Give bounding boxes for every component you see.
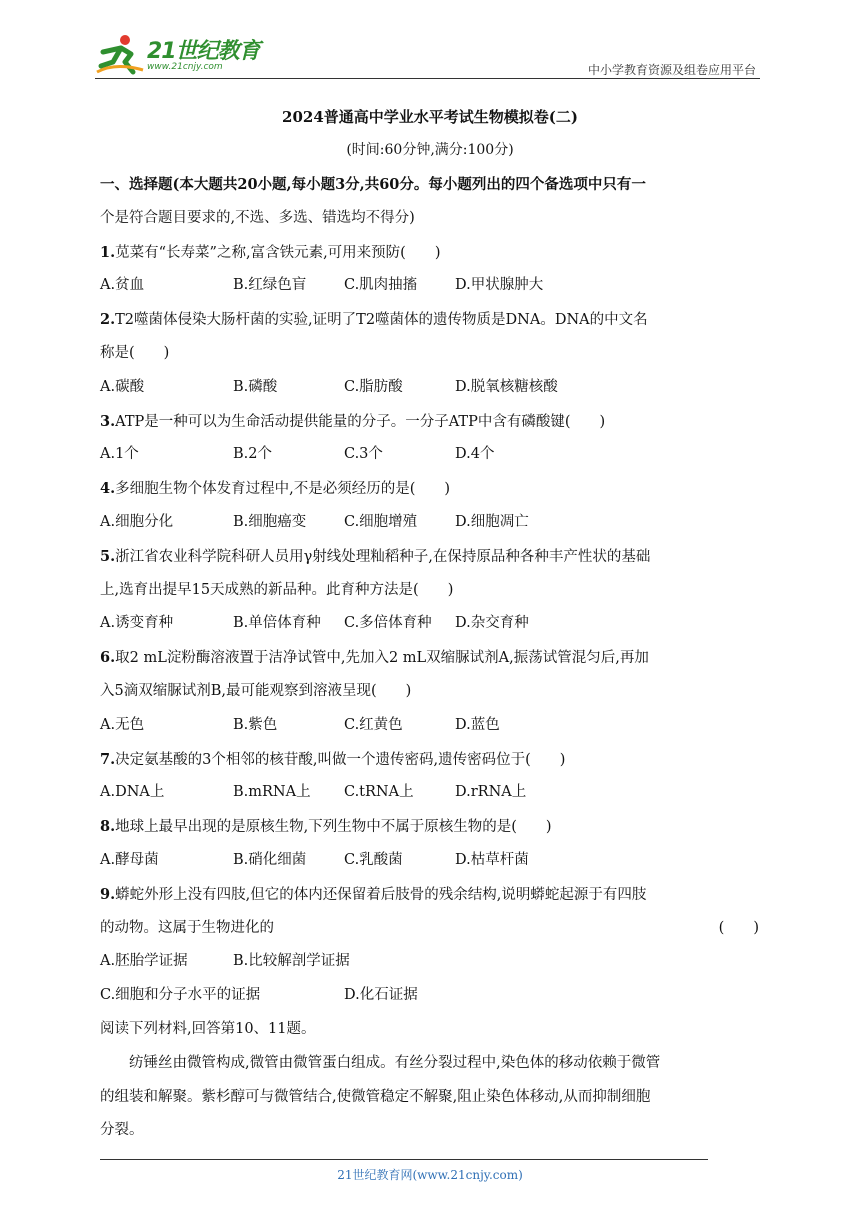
logo (95, 32, 260, 78)
question-number: 5. (100, 547, 116, 565)
question-number: 4. (100, 480, 116, 498)
question-text: 决定氨基酸的3个相邻的核苷酸,叫做一个遗传密码,遗传密码位于( ) (115, 751, 566, 768)
material-text: 分裂。 (100, 1122, 144, 1139)
answer-paren: ( ) (718, 919, 759, 936)
option-c: C.细胞增殖 (344, 513, 418, 530)
reading-intro-text: 阅读下列材料,回答第10、11题。 (100, 1020, 316, 1037)
option-c: C.tRNA上 (344, 784, 414, 801)
question-9-options-row2 (100, 979, 765, 1013)
question-4-options (100, 506, 765, 540)
material-text: 纺锤丝由微管构成,微管由微管蛋白组成。有丝分裂过程中,染色体的移动依赖于微管 (129, 1054, 661, 1071)
exam-content (100, 168, 765, 1148)
page-header (95, 32, 760, 80)
option-b: B.mRNA上 (233, 784, 311, 801)
question-text: 苋菜有“长寿菜”之称,富含铁元素,可用来预防( ) (115, 244, 441, 261)
question-9-options-row1 (100, 945, 765, 979)
question-5-stem (100, 574, 765, 608)
question-6-stem (100, 641, 765, 675)
exam-info: (时间:60分钟,满分:100分) (346, 142, 514, 158)
option-a: A.酵母菌 (100, 851, 159, 868)
question-list (100, 236, 765, 878)
section-heading-line1: 一、选择题(本大题共20小题,每小题3分,共60分。每小题列出的四个备选项中只有一 (100, 176, 646, 193)
question-7-options (100, 776, 765, 810)
question-8-options (100, 844, 765, 878)
question-number: 1. (100, 243, 116, 261)
question-3-options (100, 438, 765, 472)
question-1-options (100, 269, 765, 303)
section-heading (100, 168, 765, 202)
question-text: T2噬菌体侵染大肠杆菌的实验,证明了T2噬菌体的遗传物质是DNA。DNA的中文名 (115, 312, 648, 329)
option-c: C.脂肪酸 (344, 378, 403, 395)
option-d: D.脱氧核糖核酸 (455, 378, 558, 395)
option-d: D.甲状腺肿大 (455, 277, 544, 294)
option-a: A.细胞分化 (100, 513, 174, 530)
question-text: 地球上最早出现的是原核生物,下列生物中不属于原核生物的是( ) (115, 819, 552, 836)
option-c: C.乳酸菌 (344, 851, 403, 868)
question-text: 入5滴双缩脲试剂B,最可能观察到溶液呈现( ) (100, 682, 412, 699)
question-9-stem (100, 878, 765, 912)
option-d: D.rRNA上 (455, 784, 527, 801)
question-9-stem-cont (100, 912, 765, 946)
logo-text: 21世纪教育 (147, 39, 260, 64)
option-c: C.红黄色 (344, 716, 403, 733)
question-1-stem (100, 236, 765, 270)
option-d: D.杂交育种 (455, 615, 529, 632)
page-footer: 21世纪教育网(www.21cnjy.com) (337, 1168, 523, 1182)
option-d: D.化石证据 (344, 987, 418, 1004)
question-text: 称是( ) (100, 344, 170, 361)
option-c: C.多倍体育种 (344, 615, 432, 632)
option-c: C.3个 (344, 446, 383, 463)
footer-divider (100, 1159, 708, 1160)
option-d: D.4个 (455, 446, 495, 463)
option-a: A.胚胎学证据 (100, 953, 188, 970)
question-3-stem (100, 405, 765, 439)
section-heading-line2: 个是符合题目要求的,不选、多选、错选均不得分) (100, 209, 415, 226)
question-text: 的动物。这属于生物进化的 (100, 919, 274, 936)
question-2-stem (100, 303, 765, 337)
option-b: B.磷酸 (233, 378, 278, 395)
question-2-options (100, 371, 765, 405)
option-b: B.比较解剖学证据 (233, 953, 350, 970)
option-b: B.单倍体育种 (233, 615, 321, 632)
option-d: D.细胞凋亡 (455, 513, 529, 530)
question-number: 7. (100, 750, 116, 768)
option-c: C.肌肉抽搐 (344, 277, 418, 294)
question-text: 浙江省农业科学院科研人员用γ射线处理籼稻种子,在保持原品种各种丰产性状的基础 (115, 548, 651, 565)
question-5-options (100, 607, 765, 641)
platform-label: 中小学教育资源及组卷应用平台 (587, 63, 756, 77)
material-line-3 (100, 1114, 765, 1148)
question-number: 2. (100, 311, 116, 329)
question-number: 9. (100, 885, 116, 903)
option-a: A.无色 (100, 716, 145, 733)
question-4-stem (100, 472, 765, 506)
logo-url: www.21cnjy.com (147, 62, 223, 72)
material-text: 的组装和解聚。紫杉醇可与微管结合,使微管稳定不解聚,阻止染色体移动,从而抑制细胞 (100, 1088, 651, 1105)
question-text: 上,选育出提早15天成熟的新品种。此育种方法是( ) (100, 581, 454, 598)
option-b: B.紫色 (233, 716, 278, 733)
question-6-stem (100, 675, 765, 709)
question-text: 蟒蛇外形上没有四肢,但它的体内还保留着后肢骨的残余结构,说明蟒蛇起源于有四肢 (115, 886, 647, 903)
question-6-options (100, 709, 765, 743)
material-line-1 (100, 1047, 765, 1081)
option-b: B.2个 (233, 446, 272, 463)
question-7-stem (100, 743, 765, 777)
option-d: D.枯草杆菌 (455, 851, 529, 868)
option-c: C.细胞和分子水平的证据 (100, 987, 261, 1004)
question-number: 6. (100, 649, 116, 667)
question-5-stem (100, 540, 765, 574)
option-a: A.贫血 (100, 277, 145, 294)
option-b: B.硝化细菌 (233, 851, 307, 868)
option-b: B.红绿色盲 (233, 277, 307, 294)
material-line-2 (100, 1081, 765, 1115)
option-a: A.碳酸 (100, 378, 145, 395)
question-number: 3. (100, 412, 116, 430)
option-a: A.诱变育种 (100, 615, 174, 632)
option-a: A.1个 (100, 446, 139, 463)
page-title: 2024普通高中学业水平考试生物模拟卷(二) (282, 108, 578, 126)
header-divider (95, 78, 760, 79)
question-number: 8. (100, 818, 116, 836)
question-text: ATP是一种可以为生命活动提供能量的分子。一分子ATP中含有磷酸键( ) (115, 413, 606, 430)
question-text: 取2 mL淀粉酶溶液置于洁净试管中,先加入2 mL双缩脲试剂A,振荡试管混匀后,再加 (115, 650, 649, 667)
option-d: D.蓝色 (455, 716, 500, 733)
option-a: A.DNA上 (100, 784, 165, 801)
section-heading-cont (100, 202, 765, 236)
question-2-stem (100, 337, 765, 371)
option-b: B.细胞癌变 (233, 513, 307, 530)
question-8-stem (100, 810, 765, 844)
reading-intro (100, 1013, 765, 1047)
question-text: 多细胞生物个体发育过程中,不是必须经历的是( ) (115, 481, 451, 498)
runner-logo-icon (95, 32, 145, 76)
